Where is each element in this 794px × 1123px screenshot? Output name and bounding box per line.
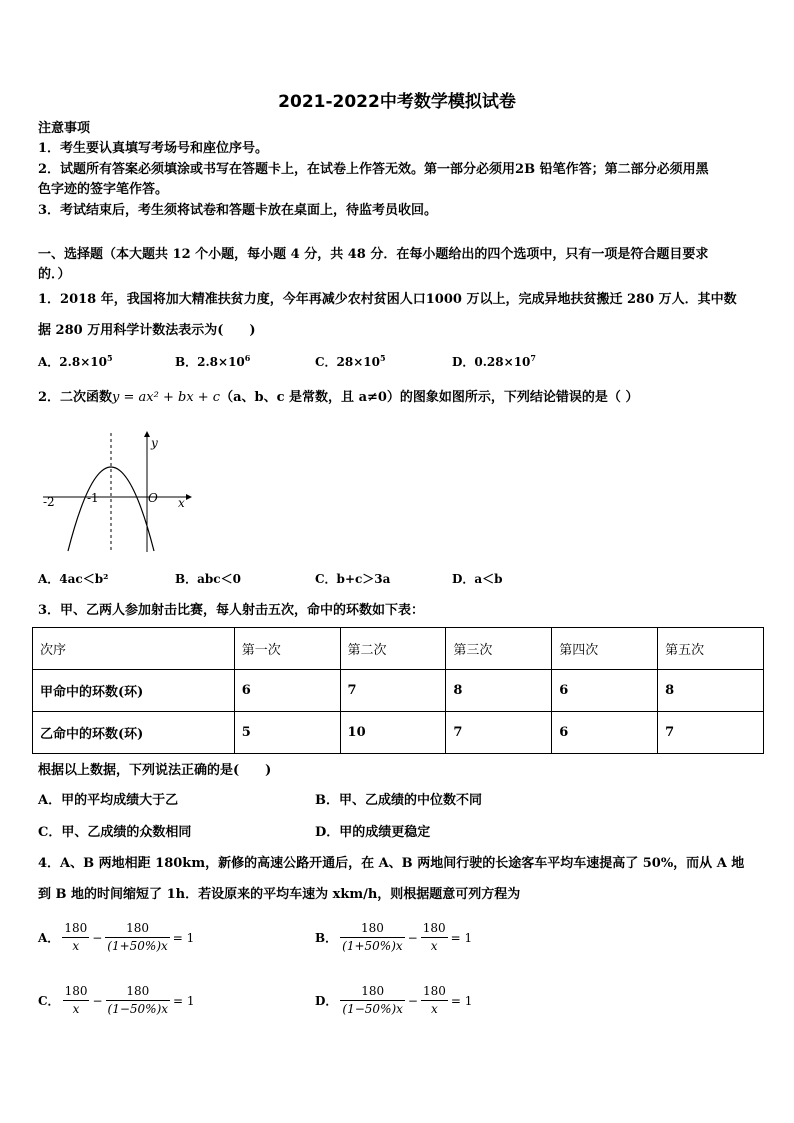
table-cell: 10: [340, 712, 446, 754]
question-2-option-c: C．b+c＞3a: [315, 572, 391, 586]
score-table: [32, 627, 764, 754]
question-2-option-b: B．abc＜0: [175, 572, 241, 586]
question-3-option-b: B．甲、乙成绩的中位数不同: [315, 793, 482, 808]
table-cell: 6: [552, 670, 658, 712]
table-header-row: [33, 628, 764, 670]
notice-item: 3．考试结束后，考生须将试卷和答题卡放在桌面上，待监考员收回。: [38, 203, 438, 218]
parabola-graph: [38, 425, 198, 555]
question-4-option-b: B． $\frac{180}{(1+50\%)x}$ − $\frac{180}{x}$ = 1: [315, 921, 473, 953]
question-3-option-a: A．甲的平均成绩大于乙: [38, 793, 179, 808]
table-cell: 8: [658, 670, 764, 712]
question-2-option-d: D．a＜b: [452, 572, 503, 586]
section-heading: 一、选择题（本大题共 12 个小题，每小题 4 分，共 48 分．在每小题给出的四个选项中，只有一项是符合题目要求: [38, 247, 709, 262]
table-row: [33, 712, 764, 754]
table-cell: 7: [658, 712, 764, 754]
question-1-stem-cont: 据 280 万用科学计数法表示为( ): [38, 323, 256, 338]
notice-heading: 注意事项: [38, 121, 91, 136]
table-header-cell: 第二次: [340, 628, 446, 670]
table-cell: 7: [340, 670, 446, 712]
table-header-cell: 第五次: [658, 628, 764, 670]
page-title: 2021-2022中考数学模拟试卷: [278, 92, 516, 112]
question-3-option-c: C．甲、乙成绩的众数相同: [38, 825, 192, 840]
table-header-cell: 第四次: [552, 628, 658, 670]
table-cell: 5: [234, 712, 340, 754]
y-label: y: [151, 436, 158, 450]
section-heading-cont: 的．）: [38, 267, 71, 282]
table-cell: 6: [234, 670, 340, 712]
question-1-option-b: B．$2.8\times 10^6$: [175, 353, 251, 369]
table-cell: 8: [446, 670, 552, 712]
x-axis-arrow: [186, 494, 192, 500]
question-1-stem: 1．2018 年，我国将加大精准扶贫力度，今年再减少农村贫困人口1000 万以上，完成异地扶贫搬迁 280 万人．其中数: [38, 292, 737, 307]
question-4-stem-cont: 到 B 地的时间缩短了 1h．若设原来的平均车速为 xkm/h，则根据题意可列方程为: [38, 887, 521, 902]
question-3-stem: 3．甲、乙两人参加射击比赛，每人射击五次，命中的环数如下表：: [38, 603, 425, 618]
y-axis-arrow: [144, 431, 150, 437]
table-cell: 6: [552, 712, 658, 754]
question-1-option-c: C．$28\times 10^5$: [315, 353, 386, 369]
question-1-option-d: D．$0.28\times 10^7$: [452, 353, 536, 369]
table-header-cell: 次序: [33, 628, 235, 670]
question-4-option-d: D． $\frac{180}{(1-50\%)x}$ − $\frac{180}{x}$ = 1: [315, 984, 473, 1016]
parabola-curve: [68, 467, 154, 551]
notice-item: 色字迹的签字笔作答。: [38, 182, 169, 197]
table-cell: 乙命中的环数(环): [33, 712, 235, 754]
question-4-option-c: C． $\frac{180}{x}$ − $\frac{180}{(1-50\%)x}$ = 1: [38, 984, 195, 1016]
question-3-option-d: D．甲的成绩更稳定: [315, 825, 431, 840]
table-header-cell: 第三次: [446, 628, 552, 670]
notice-item: 2．试题所有答案必须填涂或书写在答题卡上，在试卷上作答无效。第一部分必须用2B 铅笔作答；第二部分必须用黑: [38, 162, 709, 177]
question-1-option-a: A．$2.8\times 10^5$: [38, 353, 113, 369]
question-2-stem: 2．二次函数y = ax² + bx + c（a、b、c 是常数，且 a≠0）的图象如图所示，下列结论错误的是（ ）: [38, 390, 639, 405]
question-3-question: 根据以上数据，下列说法正确的是( ): [38, 763, 272, 778]
table-cell: 甲命中的环数(环): [33, 670, 235, 712]
table-cell: 7: [446, 712, 552, 754]
table-header-cell: 第一次: [234, 628, 340, 670]
question-2-option-a: A．4ac＜b²: [38, 572, 109, 586]
tick-label-neg1: -1: [87, 491, 99, 505]
origin-label: O: [148, 491, 158, 505]
x-label: x: [178, 496, 185, 510]
question-4-option-a: A． $\frac{180}{x}$ − $\frac{180}{(1+50\%)x}$ = 1: [38, 921, 195, 953]
notice-item: 1．考生要认真填写考场号和座位序号。: [38, 141, 269, 156]
tick-label-neg2: -2: [43, 495, 55, 509]
question-4-stem: 4．A、B 两地相距 180km，新修的高速公路开通后，在 A、B 两地间行驶的长途客车平均车速提高了 50%，而从 A 地: [38, 856, 745, 871]
table-row: [33, 670, 764, 712]
